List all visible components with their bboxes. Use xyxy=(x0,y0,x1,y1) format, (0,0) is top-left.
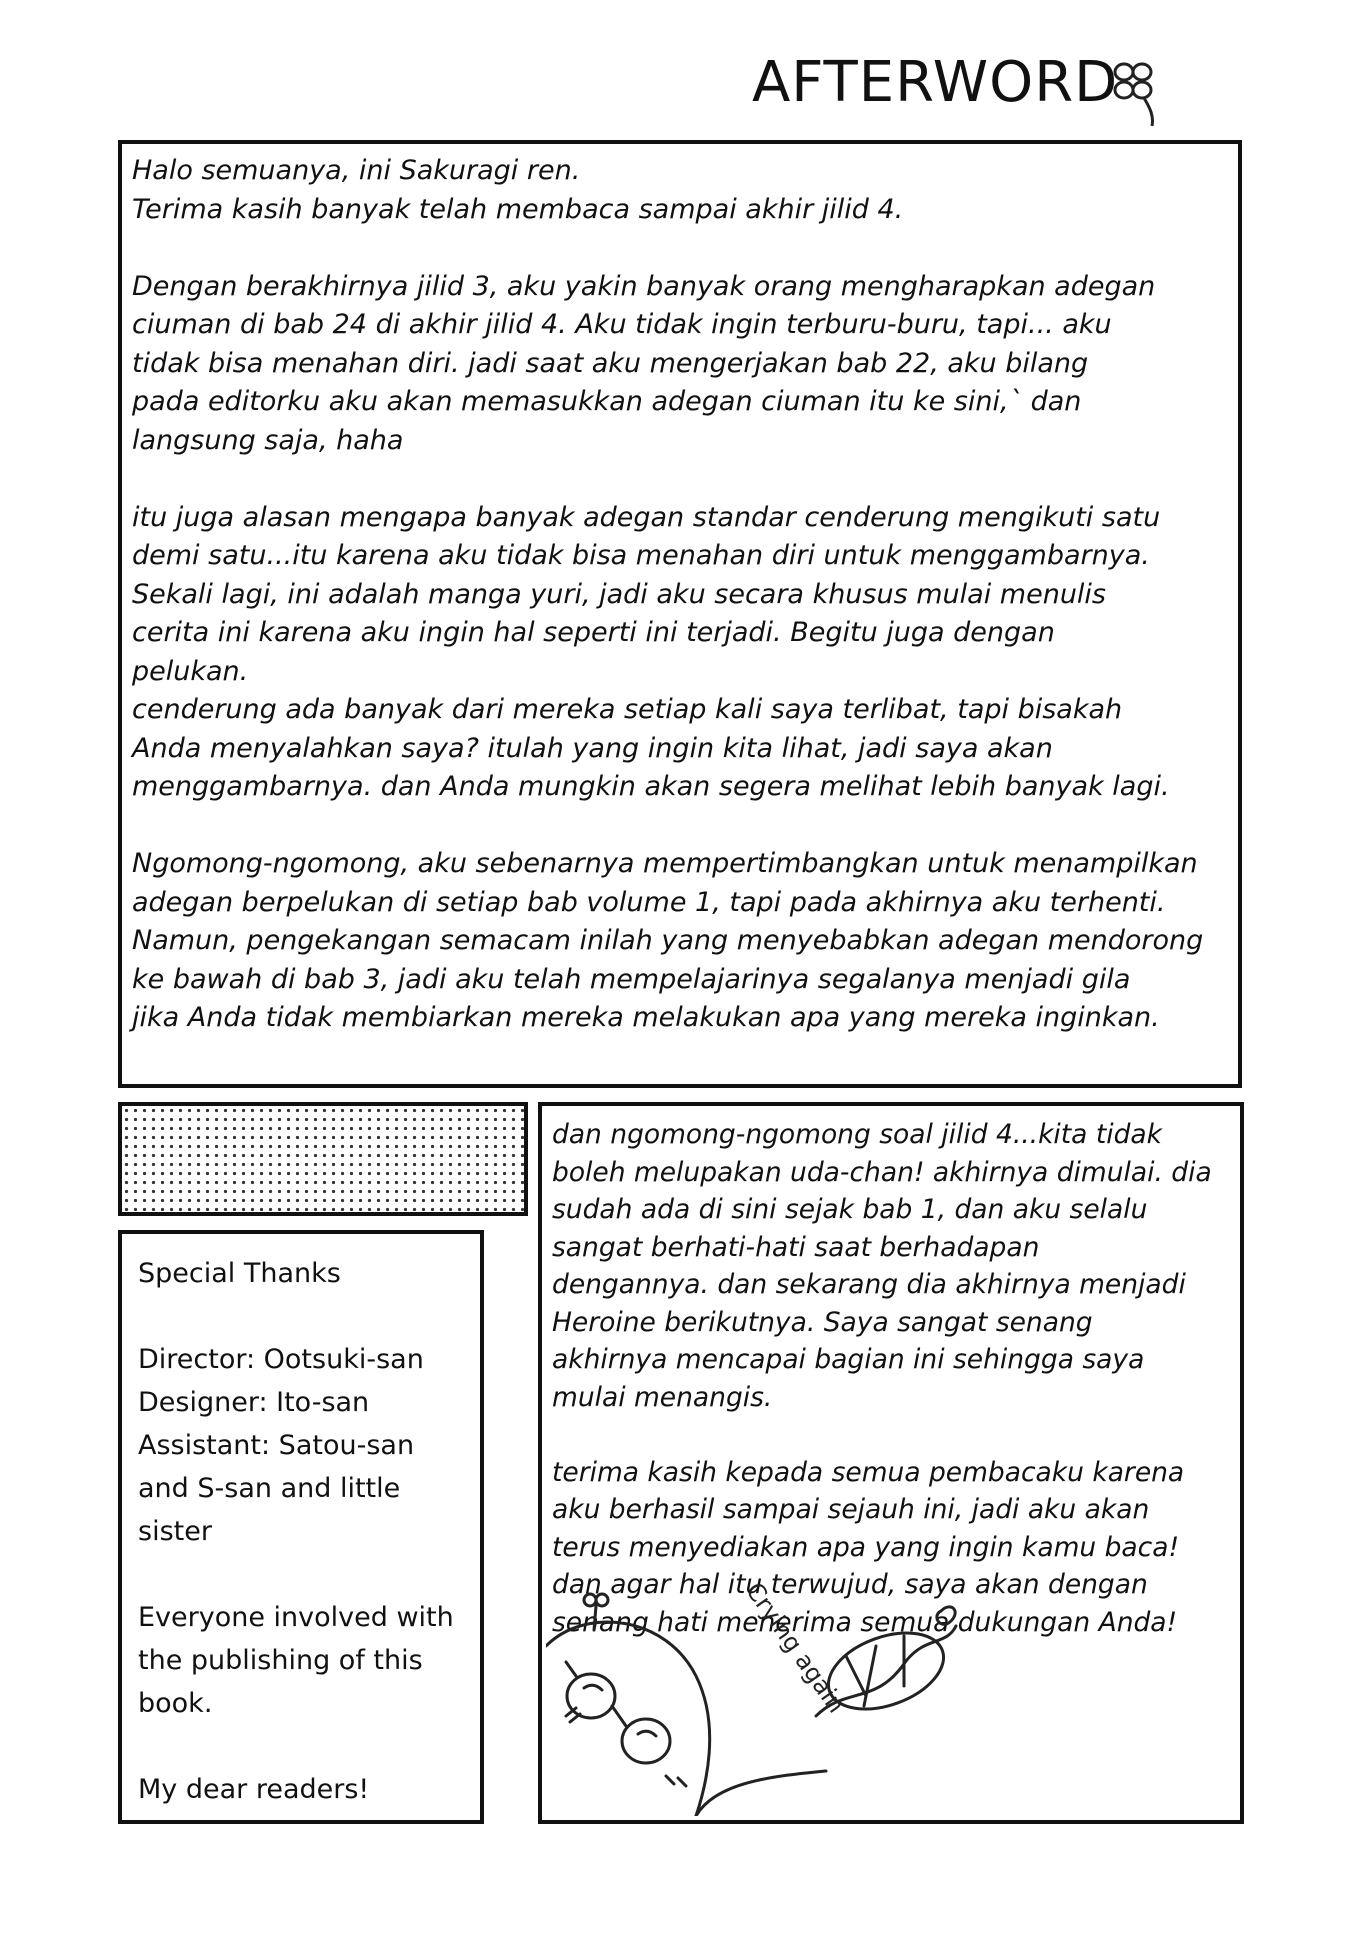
paragraph: dan ngomong-ngomong soal jilid 4...kita tidak boleh melupakan uda-chan! akhirnya dimulai. dia sudah ada di sini sejak bab 1, dan aku selalu sangat berhati-hati saat berhadapan dengannya. dan sekarang dia akhirnya menjadi Heroine berikutnya. Saya sangat senang akhirnya mencapai bagian ini sehingga saya mulai menangis. xyxy=(552,1119,1212,1413)
paragraph: terima kasih kepada semua pembacaku karena aku berhasil sampai sejauh ini, jadi aku akan terus menyediakan apa yang ingin kamu baca! dan agar hal itu terwujud, saya akan dengan senang hati menerima semua dukungan Anda! xyxy=(552,1456,1185,1638)
special-thanks-panel xyxy=(118,1230,484,1824)
paragraph: Dengan berakhirnya jilid 3, aku yakin banyak orang mengharapkan adegan ciuman di bab 24 di akhir jilid 4. Aku tidak ingin terburu-buru, tapi... aku tidak bisa menahan diri. jadi saat aku mengerjakan bab 22, aku bilang pada editorku aku akan memasukkan adegan ciuman itu ke sini,` dan langsung saja, haha xyxy=(132,270,1156,456)
thanks-readers: My dear readers! xyxy=(138,1774,370,1805)
paragraph: Ngomong-ngomong, aku sebenarnya mempertimbangkan untuk menampilkan adegan berpelukan di setiap bab volume 1, tapi pada akhirnya aku terhenti. Namun, pengekangan semacam inilah yang menyebabkan adegan mendorong ke bawah di bab 3, jadi aku telah mempelajarinya segalanya menjadi gila jika Anda tidak membiarkan mereka melakukan apa yang mereka inginkan. xyxy=(132,848,1204,1033)
author-note-panel xyxy=(538,1102,1244,1824)
special-thanks-heading: Special Thanks xyxy=(138,1258,341,1289)
credits-list: Director: Ootsuki-san Designer: Ito-san Assistant: Satou-san and S-san and little sister xyxy=(138,1344,424,1547)
afterword-main-panel xyxy=(118,140,1242,1088)
afterword-body xyxy=(132,152,1242,1038)
page-title: AFTERWORD xyxy=(752,50,1119,115)
flower-doodle-icon xyxy=(1110,58,1166,128)
author-crying-doodle xyxy=(546,1566,966,1816)
special-thanks-text xyxy=(138,1252,478,1811)
doodle-caption: Crying again xyxy=(740,1577,851,1718)
paragraph: Halo semuanya, ini Sakuragi ren. Terima kasih banyak telah membaca sampai akhir jilid 4. xyxy=(132,155,904,225)
paragraph: itu juga alasan mengapa banyak adegan standar cenderung mengikuti satu demi satu...itu karena aku tidak bisa menahan diri untuk menggambarnya. Sekali lagi, ini adalah manga yuri, jadi aku secara khusus mulai menulis cerita ini karena aku ingin hal seperti ini terjadi. Begitu juga dengan pelukan. cenderung ada banyak dari mereka setiap kali saya terlibat, tapi bisakah Anda menyalahkan saya? itulah yang ingin kita lihat, jadi saya akan menggambarnya. dan Anda mungkin akan segera melihat lebih banyak lagi. xyxy=(132,501,1170,802)
thanks-everyone: Everyone involved with the publishing of this book. xyxy=(138,1602,454,1719)
author-note-body xyxy=(552,1116,1242,1641)
screentone-panel xyxy=(118,1102,528,1216)
